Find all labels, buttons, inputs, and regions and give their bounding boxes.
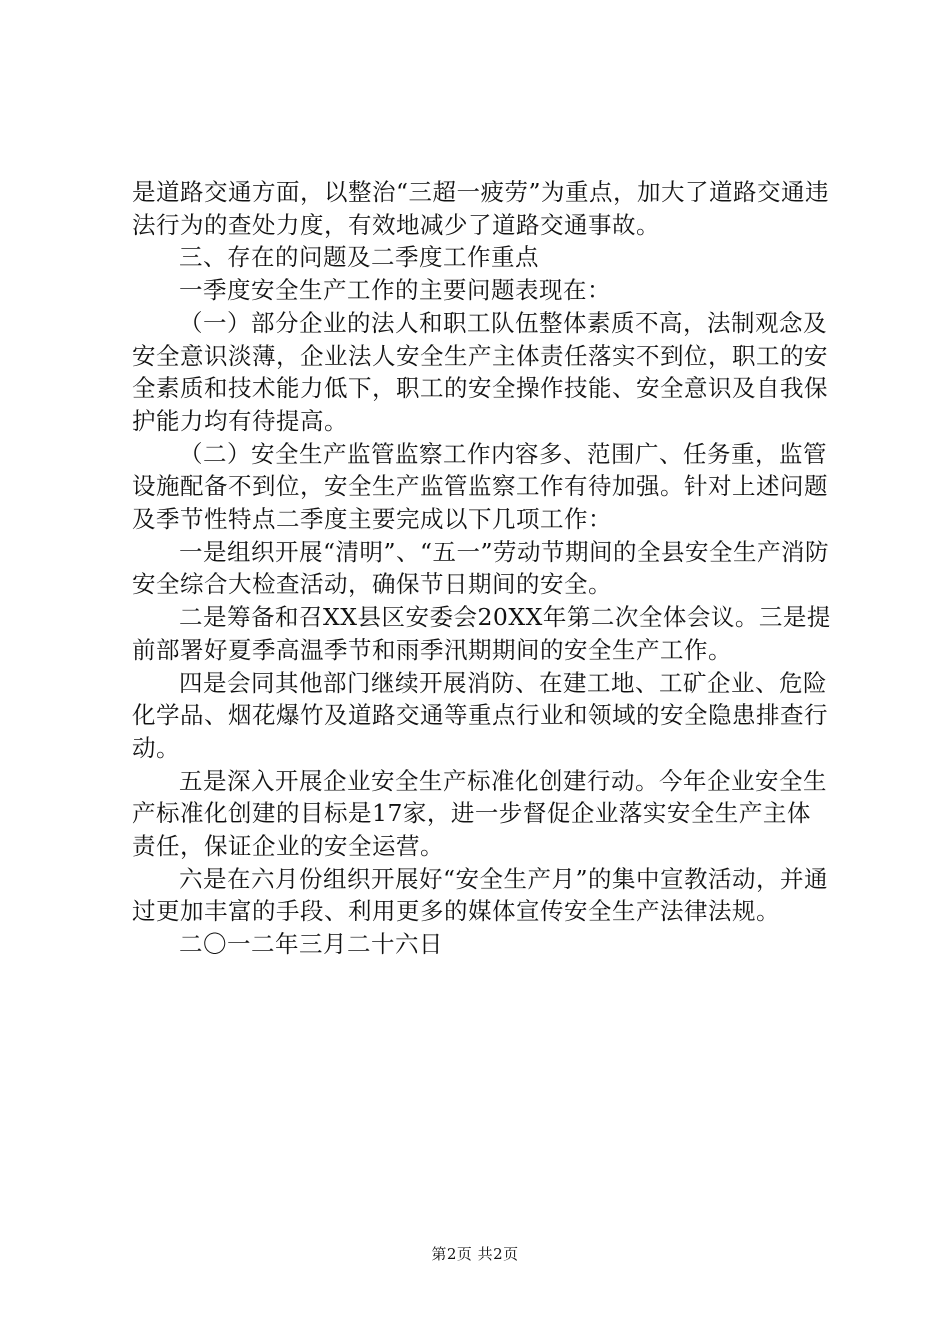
document-date: 二〇一二年三月二十六日: [179, 930, 443, 959]
paragraph: 四是会同其他部门继续开展消防、在建工地、工矿企业、危险化学品、烟花爆竹及道路交通等重点行业和领域的安全隐患排查行动。: [132, 668, 828, 762]
paragraph: 是道路交通方面，以整治“三超一疲劳”为重点，加大了道路交通违法行为的查处力度，有效地减少了道路交通事故。: [132, 178, 830, 239]
paragraph: （二）安全生产监管监察工作内容多、范围广、任务重，监管设施配备不到位，安全生产监管监察工作有待加强。针对上述问题及季节性特点二季度主要完成以下几项工作：: [132, 439, 828, 534]
paragraph: 一是组织开展“清明”、“五一”劳动节期间的全县安全生产消防安全综合大检查活动，确保节日期间的安全。: [132, 537, 830, 599]
page-number-footer: 第2页 共2页: [431, 1245, 519, 1263]
paragraph: 二是筹备和召XX县区安委会20XX年第二次全体会议。三是提前部署好夏季高温季节和雨季汛期期间的安全生产工作。: [132, 603, 831, 664]
paragraph: 一季度安全生产工作的主要问题表现在：: [179, 276, 611, 305]
paragraph: 六是在六月份组织开展好“安全生产月”的集中宣教活动，并通过更加丰富的手段、利用更多的媒体宣传安全生产法律法规。: [132, 864, 829, 926]
document-body: [132, 176, 832, 961]
section-heading: 三、存在的问题及二季度工作重点: [179, 243, 539, 272]
paragraph: （一）部分企业的法人和职工队伍整体素质不高，法制观念及安全意识淡薄，企业法人安全生产主体责任落实不到位，职工的安全素质和技术能力低下，职工的安全操作技能、安全意识及自我保护能力均有待提高。: [132, 308, 828, 435]
paragraph: 五是深入开展企业安全生产标准化创建行动。今年企业安全生产标准化创建的目标是17家，进一步督促企业落实安全生产主体责任，保证企业的安全运营。: [132, 766, 827, 861]
